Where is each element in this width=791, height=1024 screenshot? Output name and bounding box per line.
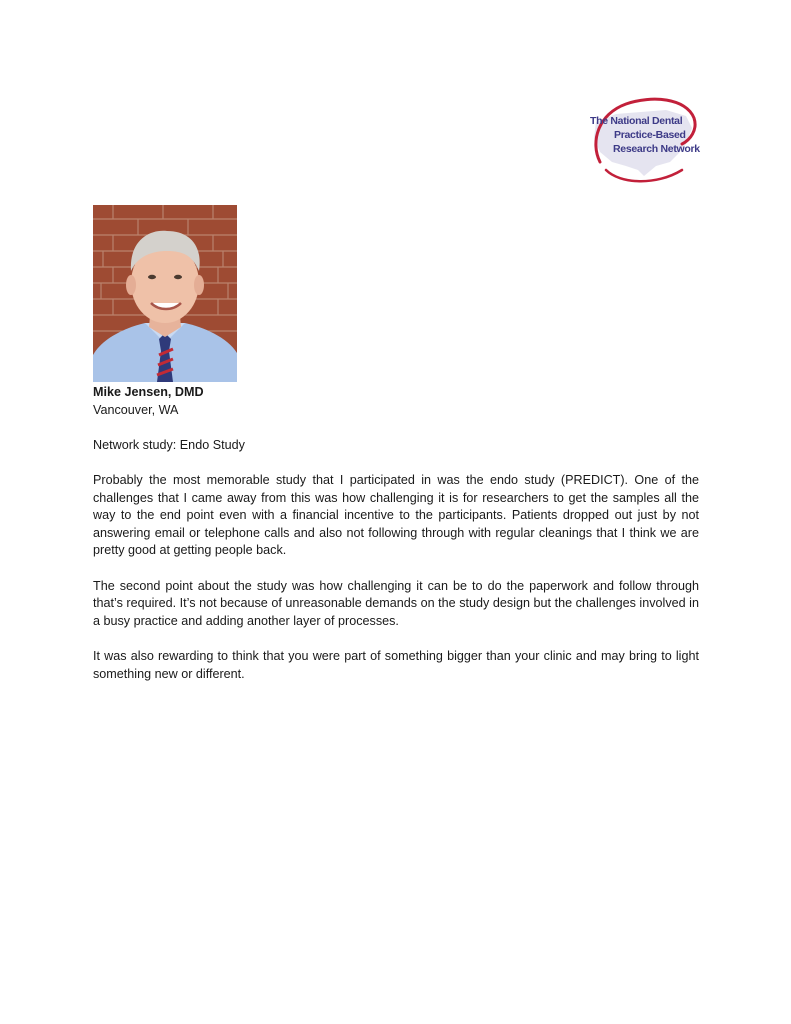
logo-line-3: Research Network [613,143,700,155]
paragraph-1: Probably the most memorable study that I participated in was the endo study (PREDICT). One of the challenges that I came away from this was how challenging it is for researchers to get the samples all the way to the end point even with a financial incentive to the participants. Patients dropped out just by not answering email or telephone calls and also not following through with regular cleanings that I think we are pretty good at getting people back. [93,472,699,558]
logo-line-1: The National Dental [590,115,683,127]
profile-photo [93,205,237,382]
logo-text [586,114,700,156]
logo-line-2: Practice-Based [614,129,686,141]
paragraph-2: The second point about the study was how challenging it can be to do the paperwork and follow through that’s required. It’s not because of unreasonable demands on the study design but the challenges involved in a busy practice and adding another layer of processes. [93,578,699,628]
person-location: Vancouver, WA [93,402,179,417]
network-study-label: Network study: Endo Study [93,437,245,452]
testimonial-content [93,384,699,701]
portrait-image [93,205,237,382]
paragraph-3: It was also rewarding to think that you were part of something bigger than your clinic and may bring to light something new or different. [93,648,699,681]
network-logo [586,92,700,188]
person-name: Mike Jensen, DMD [93,385,204,399]
